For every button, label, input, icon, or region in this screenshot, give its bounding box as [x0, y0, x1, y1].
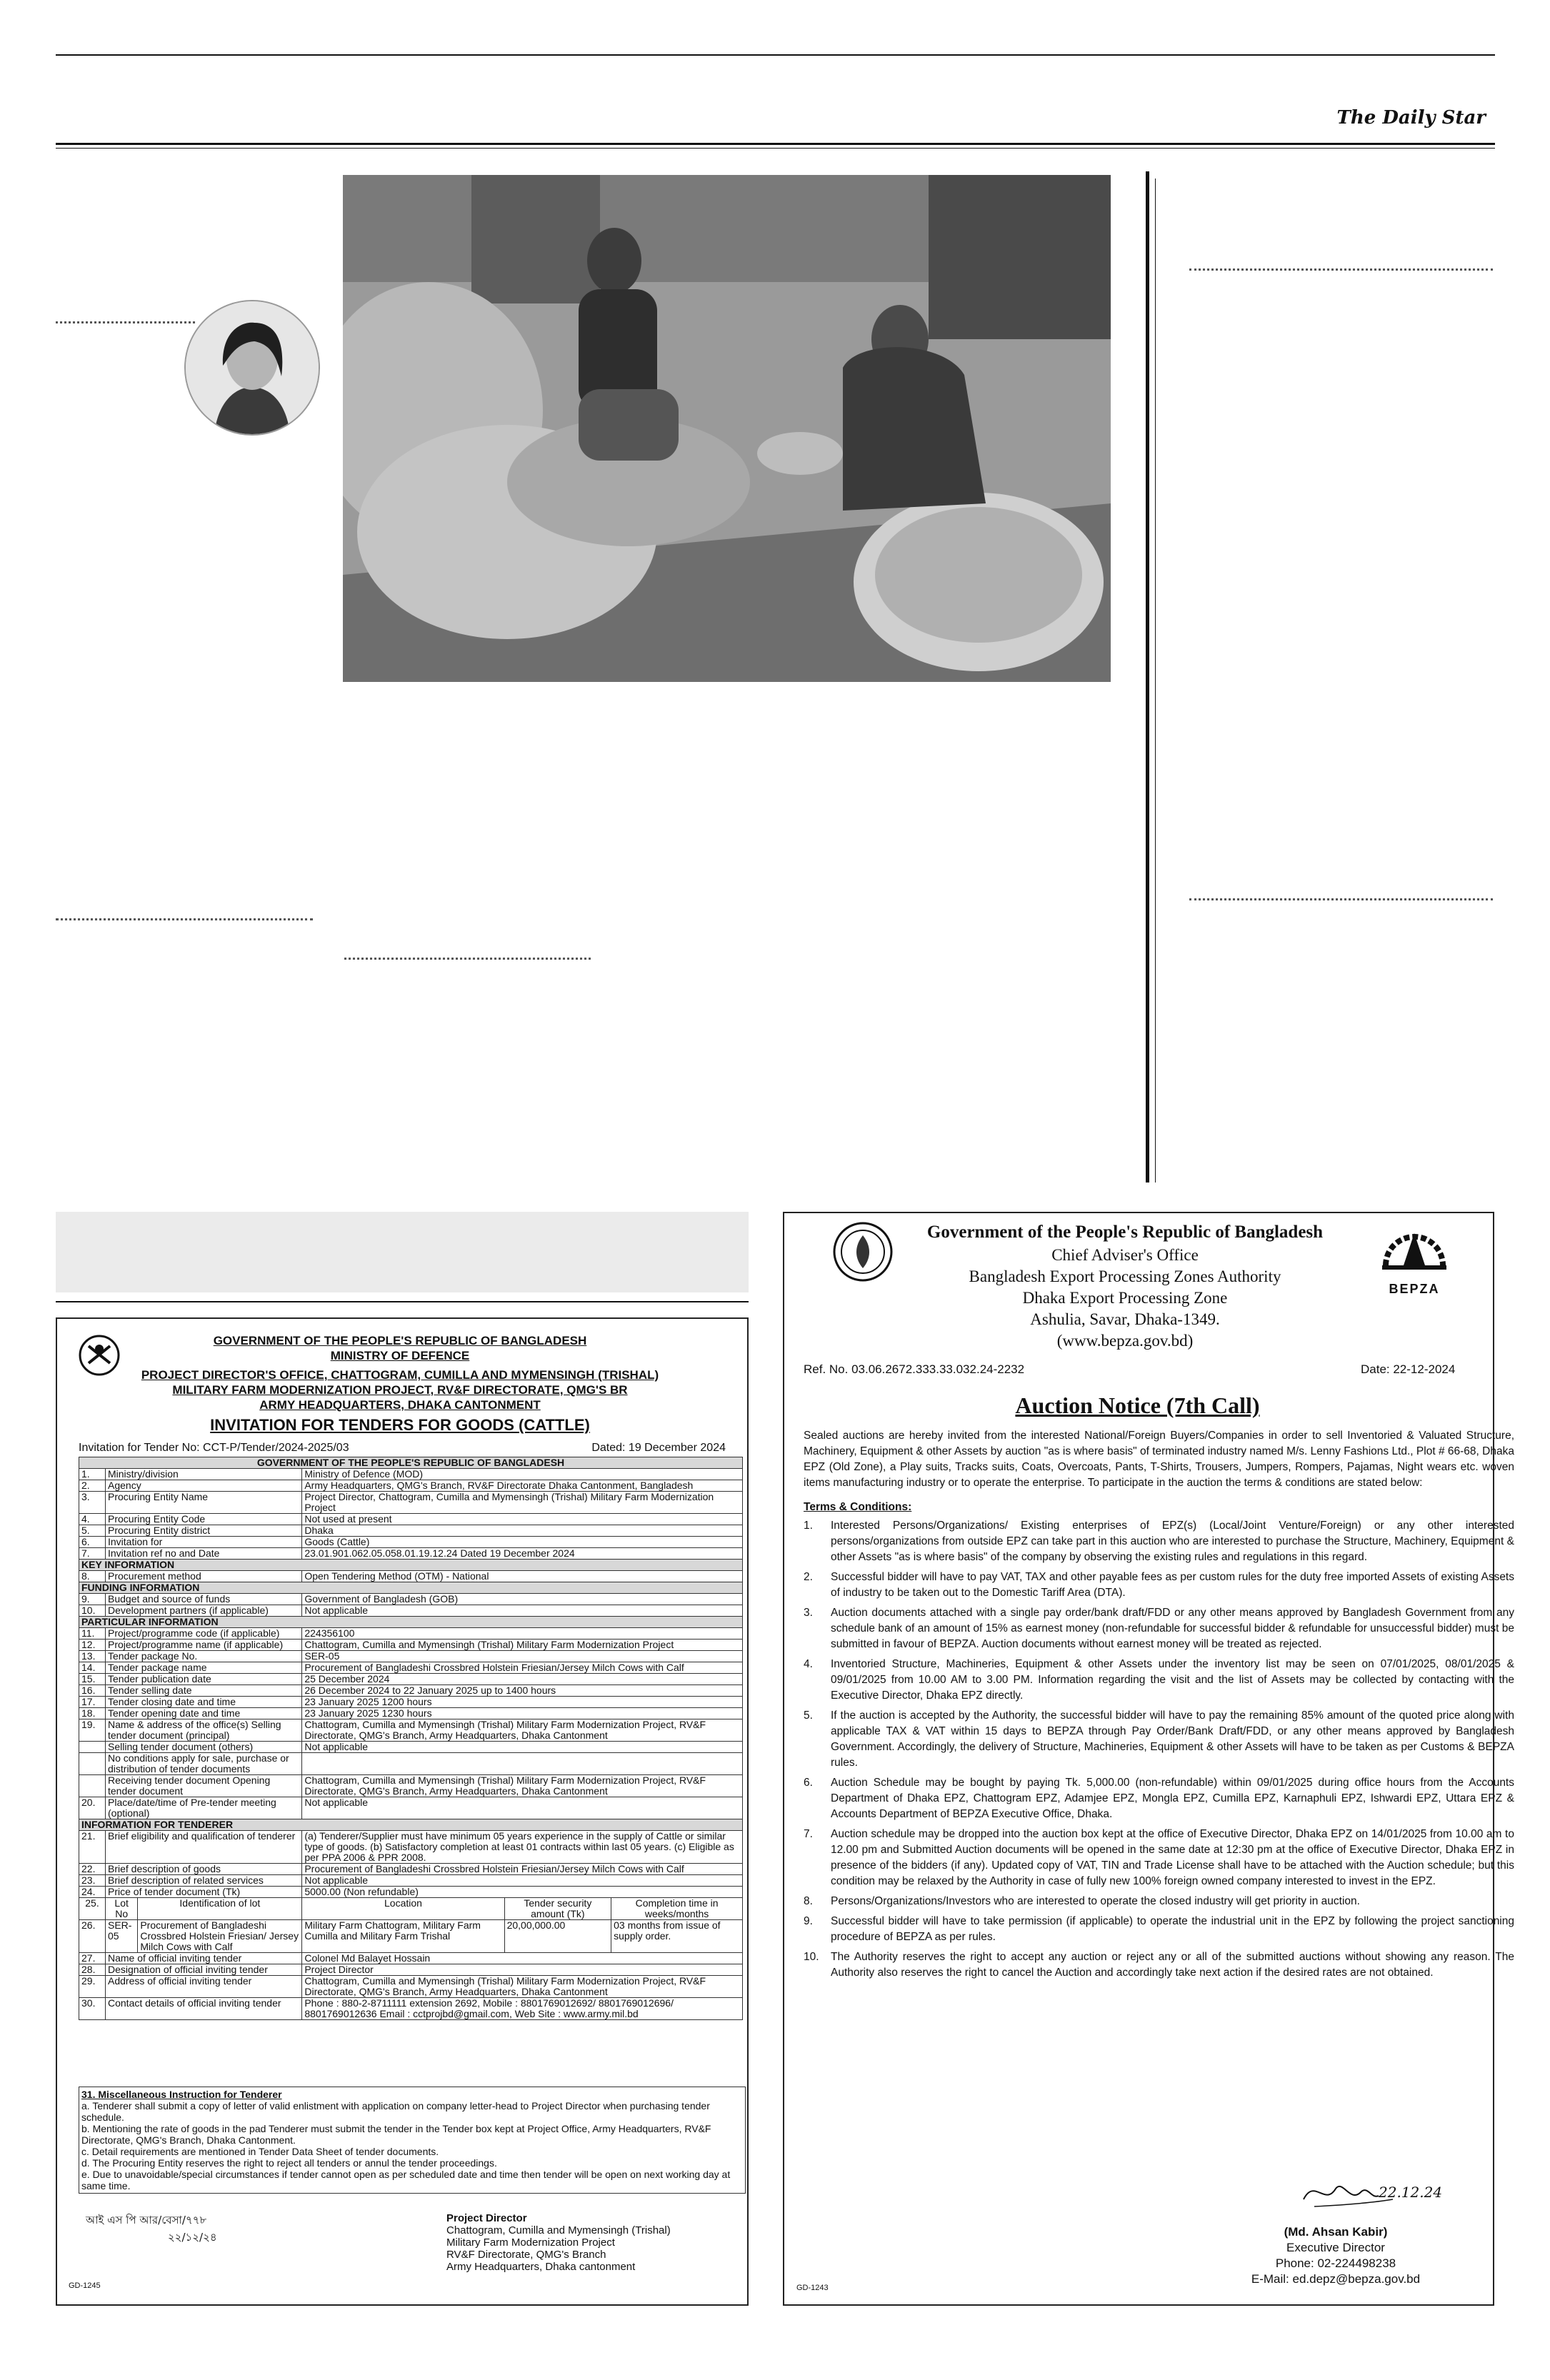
table-cell: 29.	[79, 1976, 106, 1998]
table-cell: Chattogram, Cumilla and Mymensingh (Trishal) Military Farm Modernization Project, RV&F Directorate, QMG's Branch, Army Headquarters, Dhaka Cantonment	[302, 1775, 743, 1797]
table-row	[79, 1775, 743, 1797]
column-separator	[56, 321, 195, 323]
table-cell: Lot No	[106, 1898, 138, 1920]
table-cell: Budget and source of funds	[106, 1594, 302, 1605]
table-row	[79, 1514, 743, 1525]
sign-line: Military Farm Modernization Project	[446, 2236, 615, 2249]
term-item	[804, 1657, 1514, 1704]
term-item	[804, 1605, 1514, 1652]
tender-header-line: GOVERNMENT OF THE PEOPLE'S REPUBLIC OF BANGLADESH	[213, 1334, 587, 1347]
table-cell: 2.	[79, 1480, 106, 1492]
bepza-header-line: Ashulia, Savar, Dhaka-1349.	[1030, 1310, 1220, 1328]
table-cell: Procurement of Bangladeshi Crossbred Holstein Friesian/ Jersey Milch Cows with Calf	[138, 1920, 302, 1953]
table-cell: 12.	[79, 1640, 106, 1651]
top-rule	[56, 54, 1495, 56]
table-row	[79, 1480, 743, 1492]
table-cell: Name of official inviting tender	[106, 1953, 302, 1964]
table-row	[79, 1582, 743, 1594]
table-row	[79, 1953, 743, 1964]
term-item	[804, 1775, 1514, 1822]
table-row	[79, 1697, 743, 1708]
table-cell: 4.	[79, 1514, 106, 1525]
table-cell: 23 January 2025 1230 hours	[302, 1708, 743, 1719]
table-row	[79, 1628, 743, 1640]
table-cell: 18.	[79, 1708, 106, 1719]
table-cell: 23.01.901.062.05.058.01.19.12.24 Dated 19 December 2024	[302, 1548, 743, 1560]
table-cell: 30.	[79, 1998, 106, 2020]
table-cell: 03 months from issue of supply order.	[611, 1920, 743, 1953]
table-row	[79, 1457, 743, 1469]
columnist-avatar	[184, 300, 320, 436]
bepza-header-line: Chief Adviser's Office	[1051, 1246, 1199, 1264]
bangla-ref: আই এস পি আর/বেসা/৭৭৮	[86, 2214, 207, 2226]
term-item	[804, 1518, 1514, 1565]
table-cell: Government of Bangladesh (GOB)	[302, 1594, 743, 1605]
table-row	[79, 1674, 743, 1685]
table-cell: GOVERNMENT OF THE PEOPLE'S REPUBLIC OF BANGLADESH	[79, 1457, 743, 1469]
table-row	[79, 1831, 743, 1864]
table-row	[79, 1617, 743, 1628]
column-separator	[344, 958, 591, 960]
misc-title: 31. Miscellaneous Instruction for Tenderer	[81, 2089, 282, 2100]
table-cell: Not applicable	[302, 1875, 743, 1887]
table-cell: Procuring Entity Name	[106, 1492, 302, 1514]
table-cell: Selling tender document (others)	[106, 1742, 302, 1753]
tender-title: INVITATION FOR TENDERS FOR GOODS (CATTLE)	[210, 1416, 590, 1434]
table-cell: Procurement of Bangladeshi Crossbred Holstein Friesian/Jersey Milch Cows with Calf	[302, 1662, 743, 1674]
table-row	[79, 1875, 743, 1887]
table-cell: Tender opening date and time	[106, 1708, 302, 1719]
term-text: Interested Persons/Organizations/ Existing enterprises of EPZ(s) (Local/Joint Venture/Foreign) or any other interested persons/organizations from outside EPZ can take part in this auction who are interested to purchase the Structure, Machinery, Equipment & other Assets "as is where basis" of the company by observing the existing rules and regulations in this regard.	[831, 1520, 1514, 1563]
table-cell: INFORMATION FOR TENDERER	[79, 1819, 743, 1831]
table-cell: Not used at present	[302, 1514, 743, 1525]
term-number: 2.	[804, 1571, 813, 1583]
sign-line: (Md. Ahsan Kabir)	[1284, 2225, 1388, 2239]
table-cell: 28.	[79, 1964, 106, 1976]
column-rule	[1146, 171, 1149, 1183]
table-cell: Name & address of the office(s) Selling tender document (principal)	[106, 1719, 302, 1742]
table-cell: Procuring Entity Code	[106, 1514, 302, 1525]
table-row	[79, 1469, 743, 1480]
table-cell: Designation of official inviting tender	[106, 1964, 302, 1976]
table-cell: 23.	[79, 1875, 106, 1887]
table-cell: 21.	[79, 1831, 106, 1864]
table-cell: 5000.00 (Non refundable)	[302, 1887, 743, 1898]
table-cell: 20.	[79, 1797, 106, 1819]
bepza-date: Date: 22-12-2024	[1361, 1362, 1456, 1376]
table-cell: KEY INFORMATION	[79, 1560, 743, 1571]
table-cell: Phone : 880-2-8711111 extension 2692, Mobile : 8801769012692/ 8801769012696/ 8801769012636 Email : cctprojbd@gmail.com, Web Site : www.army.mil.bd	[302, 1998, 743, 2020]
table-cell: Project Director, Chattogram, Cumilla and Mymensingh (Trishal) Military Farm Modernization Project	[302, 1492, 743, 1514]
table-cell: 25 December 2024	[302, 1674, 743, 1685]
misc-item: a. Tenderer shall submit a copy of letter of valid enlistment with application on company letter-head to Project Director when purchasing tender schedule.	[81, 2100, 710, 2123]
table-cell: Tender security amount (Tk)	[504, 1898, 611, 1920]
term-text: If the auction is accepted by the Authority, the successful bidder will have to pay the remaining 85% amount of the quoted price along with applicable TAX & VAT within 15 days to BEPZA through Pay Order/Bank Draft/FDD, or any other means approved by Bangladesh Government. Accordingly, the delivery of Structure, Machineries, Equipment & other Assets will have to be taken as per Customs & BEPZA rules.	[831, 1709, 1514, 1769]
term-item	[804, 1827, 1514, 1889]
table-cell: Contact details of official inviting tender	[106, 1998, 302, 2020]
term-text: Auction Schedule may be bought by paying Tk. 5,000.00 (non-refundable) within 09/01/2025 during office hours from the Accounts Department of Dhaka EPZ, Chattogram EPZ, Adamjee EPZ, Mongla EPZ, Cumilla EPZ, Karnaphuli EPZ, Ishwardi EPZ, Uttara EPZ & Accounts Department of BEPZA Executive Office, Dhaka.	[831, 1777, 1514, 1820]
table-cell: 17.	[79, 1697, 106, 1708]
table-row	[79, 1571, 743, 1582]
table-row	[79, 1685, 743, 1697]
tender-header-line: MINISTRY OF DEFENCE	[330, 1349, 470, 1362]
table-cell: 20,00,000.00	[504, 1920, 611, 1953]
bepza-header-line: Bangladesh Export Processing Zones Authority	[969, 1267, 1281, 1285]
table-row	[79, 1548, 743, 1560]
table-row	[79, 1819, 743, 1831]
bepza-header-line: Government of the People's Republic of Bangladesh	[926, 1222, 1324, 1242]
table-row	[79, 1976, 743, 1998]
auction-title: Auction Notice (7th Call)	[1015, 1392, 1260, 1418]
header-rule-thin	[56, 148, 1495, 149]
table-row	[79, 1708, 743, 1719]
sign-line: Phone: 02-224498238	[1275, 2256, 1396, 2270]
blank-ad-space	[56, 1212, 749, 1292]
gd-number: GD-1243	[796, 2284, 829, 2292]
table-cell: 16.	[79, 1685, 106, 1697]
table-cell: Army Headquarters, QMG's Branch, RV&F Directorate Dhaka Cantonment, Bangladesh	[302, 1480, 743, 1492]
term-item	[804, 1914, 1514, 1945]
table-cell: Dhaka	[302, 1525, 743, 1537]
misc-item: b. Mentioning the rate of goods in the pad Tenderer must submit the tender in the Tender box kept at Project Office, Army Headquarters, RV&F Directorate, QMG's Branch, Dhaka Cantonment.	[81, 2123, 711, 2146]
table-cell: Completion time in weeks/months	[611, 1898, 743, 1920]
table-cell: Tender selling date	[106, 1685, 302, 1697]
ad-separator-rule	[56, 1301, 749, 1302]
table-row	[79, 1920, 743, 1953]
table-row	[79, 1964, 743, 1976]
sign-line: E-Mail: ed.depz@bepza.gov.bd	[1251, 2272, 1421, 2286]
term-item	[804, 1949, 1514, 1981]
term-number: 3.	[804, 1607, 813, 1619]
term-number: 7.	[804, 1828, 813, 1840]
table-cell	[79, 1775, 106, 1797]
table-row	[79, 1898, 743, 1920]
table-cell: Brief description of goods	[106, 1864, 302, 1875]
table-cell: Chattogram, Cumilla and Mymensingh (Trishal) Military Farm Modernization Project, RV&F Directorate, QMG's Branch, Army Headquarters, Dhaka Cantonment	[302, 1719, 743, 1742]
table-cell	[302, 1753, 743, 1775]
table-row	[79, 1640, 743, 1651]
table-cell: Not applicable	[302, 1742, 743, 1753]
tender-signature-block	[446, 2212, 671, 2273]
table-cell: Invitation for	[106, 1537, 302, 1548]
table-cell: Receiving tender document Opening tender document	[106, 1775, 302, 1797]
table-row	[79, 1537, 743, 1548]
table-cell: Chattogram, Cumilla and Mymensingh (Trishal) Military Farm Modernization Project	[302, 1640, 743, 1651]
column-separator	[1189, 898, 1493, 900]
invitation-number: Invitation for Tender No: CCT-P/Tender/2024-2025/03	[79, 1442, 349, 1454]
table-cell: 9.	[79, 1594, 106, 1605]
table-cell: 7.	[79, 1548, 106, 1560]
table-row	[79, 1998, 743, 2020]
table-cell: 23 January 2025 1200 hours	[302, 1697, 743, 1708]
table-cell: PARTICULAR INFORMATION	[79, 1617, 743, 1628]
table-cell: 26.	[79, 1920, 106, 1953]
table-cell: 15.	[79, 1674, 106, 1685]
table-row	[79, 1662, 743, 1674]
table-row	[79, 1797, 743, 1819]
table-cell: Address of official inviting tender	[106, 1976, 302, 1998]
table-row	[79, 1864, 743, 1875]
term-text: The Authority reserves the right to accept any auction or reject any or all of the submitted auctions without showing any reason. The Authority also reserves the right to cancel the Auction and accordingly take next action if the desired rates are not obtained.	[831, 1951, 1514, 1979]
term-text: Persons/Organizations/Investors who are interested to operate the closed industry will get priority in auction.	[831, 1895, 1360, 1907]
army-crest-icon	[79, 1335, 120, 1376]
table-row	[79, 1651, 743, 1662]
table-cell: Identification of lot	[138, 1898, 302, 1920]
bepza-ref: Ref. No. 03.06.2672.333.33.032.24-2232	[804, 1362, 1025, 1376]
table-cell: Ministry of Defence (MOD)	[302, 1469, 743, 1480]
table-cell: Project/programme name (if applicable)	[106, 1640, 302, 1651]
table-cell: 19.	[79, 1719, 106, 1742]
table-cell: SER-05	[106, 1920, 138, 1953]
sign-line: Army Headquarters, Dhaka cantonment	[446, 2261, 636, 2273]
term-number: 5.	[804, 1709, 813, 1722]
table-cell: 5.	[79, 1525, 106, 1537]
table-cell: 24.	[79, 1887, 106, 1898]
table-cell: Procurement method	[106, 1571, 302, 1582]
table-row	[79, 1525, 743, 1537]
intro-text: Sealed auctions are hereby invited from the interested National/Foreign Buyers/Companies in order to sell Inventoried & Valuated Structure, Machinery, Equipment & other Assets by auction "as is where basis" of terminated industry named M/s. Lenny Fashions Ltd., Plot # 66-68, Dhaka EPZ (Old Zone), a Play suits, Tracks suits, Coats, Overcoats, Pants, T-Shirts, Trousers, Jumpers, Rompers, Pajamas, Night wears etc. woven items manufacturing industry or to operate the enterprise. To participate in the auction the terms & conditions are stated below:	[804, 1430, 1514, 1489]
term-item	[804, 1708, 1514, 1771]
table-cell	[79, 1753, 106, 1775]
gd-number: GD-1245	[69, 2281, 101, 2290]
table-cell: 25.	[79, 1898, 106, 1920]
term-text: Auction documents attached with a single pay order/bank draft/FDD or any other means approved by Bangladesh Government from any schedule bank of an amount of 15% as earnest money (non-refundable for successful bidder & refundable for unsuccessful bidder) must be submitted in favour of BEPZA. Auction documents without earnest money will be treated as rejected.	[831, 1607, 1514, 1650]
bepza-header-line: Dhaka Export Processing Zone	[1022, 1289, 1228, 1307]
news-photo	[343, 175, 1111, 682]
table-cell: Military Farm Chattogram, Military Farm Cumilla and Military Farm Trishal	[302, 1920, 504, 1953]
table-cell: Not applicable	[302, 1797, 743, 1819]
table-cell: 6.	[79, 1537, 106, 1548]
table-cell: 1.	[79, 1469, 106, 1480]
table-cell	[79, 1742, 106, 1753]
term-number: 9.	[804, 1915, 813, 1927]
table-row	[79, 1594, 743, 1605]
terms-title: Terms & Conditions:	[804, 1501, 912, 1513]
auction-intro	[804, 1428, 1514, 1985]
table-cell: 13.	[79, 1651, 106, 1662]
table-cell: Goods (Cattle)	[302, 1537, 743, 1548]
table-cell: Place/date/time of Pre-tender meeting (optional)	[106, 1797, 302, 1819]
table-row	[79, 1492, 743, 1514]
term-number: 6.	[804, 1777, 813, 1789]
table-cell: Tender closing date and time	[106, 1697, 302, 1708]
table-cell: Agency	[106, 1480, 302, 1492]
table-cell: Project/programme code (if applicable)	[106, 1628, 302, 1640]
sign-line: Executive Director	[1286, 2241, 1385, 2254]
table-cell: 224356100	[302, 1628, 743, 1640]
misc-item: c. Detail requirements are mentioned in Tender Data Sheet of tender documents.	[81, 2146, 439, 2157]
table-cell: 22.	[79, 1864, 106, 1875]
masthead-logo: The Daily Star	[1336, 107, 1486, 129]
sign-line: Chattogram, Cumilla and Mymensingh (Trishal)	[446, 2224, 671, 2236]
table-row	[79, 1605, 743, 1617]
table-cell: 27.	[79, 1953, 106, 1964]
table-cell: 8.	[79, 1571, 106, 1582]
table-cell: Brief description of related services	[106, 1875, 302, 1887]
table-cell: Not applicable	[302, 1605, 743, 1617]
term-text: Auction schedule may be dropped into the auction box kept at the office of Executive Director, Dhaka EPZ on 14/01/2025 from 10.00 am to 12.00 pm and Submitted Auction documents will be opened in the same date at 12:30 pm at the office of Executive Director, Dhaka EPZ in presence of the bidders (if any). Updated copy of VAT, TIN and Trade License shall have to be attached with the Auction schedule; but this condition may be relaxed by the Authority in case of fully new 100% foreign owned company interested to invest in the EPZ.	[831, 1828, 1514, 1887]
term-number: 4.	[804, 1658, 813, 1670]
sign-line: RV&F Directorate, QMG's Branch	[446, 2249, 606, 2261]
table-cell: Tender package name	[106, 1662, 302, 1674]
term-text: Successful bidder will have to take permission (if applicable) to operate the industrial unit in the EPZ by following the project sanctioning procedure of BEPZA as per rules.	[831, 1915, 1514, 1943]
table-cell: Price of tender document (Tk)	[106, 1887, 302, 1898]
table-cell: No conditions apply for sale, purchase or distribution of tender documents	[106, 1753, 302, 1775]
term-number: 10.	[804, 1951, 819, 1963]
table-cell: Location	[302, 1898, 504, 1920]
sign-line: Project Director	[446, 2212, 527, 2224]
misc-item: d. The Procuring Entity reserves the right to reject all tenders or annul the tender proceedings.	[81, 2157, 497, 2169]
tender-table	[79, 1457, 743, 2020]
table-cell: 10.	[79, 1605, 106, 1617]
table-cell: Tender package No.	[106, 1651, 302, 1662]
term-number: 1.	[804, 1520, 813, 1532]
table-cell: Brief eligibility and qualification of tenderer	[106, 1831, 302, 1864]
table-cell: SER-05	[302, 1651, 743, 1662]
bepza-header-line: (www.bepza.gov.bd)	[1056, 1332, 1194, 1350]
signature-date: 22.12.24	[1379, 2184, 1443, 2201]
tender-header-line: MILITARY FARM MODERNIZATION PROJECT, RV&F DIRECTORATE, QMG'S BR	[172, 1383, 628, 1397]
table-cell: 14.	[79, 1662, 106, 1674]
table-row	[79, 1719, 743, 1742]
table-row	[79, 1887, 743, 1898]
term-text: Successful bidder will have to pay VAT, TAX and other payable fees as per custom rules for the duty free imported Assets of existing Assets of industry to be taken out to the Domestic Tariff Area (DTA).	[831, 1571, 1514, 1599]
misc-instructions	[79, 2087, 746, 2194]
table-cell: Procurement of Bangladeshi Crossbred Holstein Friesian/Jersey Milch Cows with Calf	[302, 1864, 743, 1875]
term-number: 8.	[804, 1895, 813, 1907]
table-cell: Tender publication date	[106, 1674, 302, 1685]
table-cell: Invitation ref no and Date	[106, 1548, 302, 1560]
table-cell: Chattogram, Cumilla and Mymensingh (Trishal) Military Farm Modernization Project, RV&F Directorate, QMG's Branch, Army Headquarters, Dhaka Cantonment	[302, 1976, 743, 1998]
table-cell: Procuring Entity district	[106, 1525, 302, 1537]
table-cell: 26 December 2024 to 22 January 2025 up to 1400 hours	[302, 1685, 743, 1697]
table-cell: Colonel Md Balayet Hossain	[302, 1953, 743, 1964]
term-item	[804, 1570, 1514, 1601]
table-row	[79, 1753, 743, 1775]
tender-header-line: ARMY HEADQUARTERS, DHAKA CANTONMENT	[259, 1398, 541, 1412]
header-rule	[56, 143, 1495, 145]
table-row	[79, 1742, 743, 1753]
table-cell: 11.	[79, 1628, 106, 1640]
table-row	[79, 1560, 743, 1571]
column-separator	[56, 918, 313, 920]
column-rule-thin	[1155, 179, 1156, 1183]
misc-item: e. Due to unavoidable/special circumstances if tender cannot open as per scheduled date and time then tender will be open on next working day at same time.	[81, 2169, 731, 2191]
term-text: Inventoried Structure, Machineries, Equipment & other Assets under the inventory list may be seen on 07/01/2025, 08/01/2025 & 09/01/2025 from 10.00 AM to 3.00 PM. Information regarding the visit and the list of Assets may be collected by contacting with the Executive Director, Dhaka EPZ directly.	[831, 1658, 1514, 1702]
table-cell: Ministry/division	[106, 1469, 302, 1480]
table-cell: 3.	[79, 1492, 106, 1514]
table-cell: Development partners (if applicable)	[106, 1605, 302, 1617]
tender-date: Dated: 19 December 2024	[591, 1442, 726, 1454]
bepza-signature-block	[1214, 2224, 1457, 2287]
bepza-logo-text: BEPZA	[1389, 1282, 1440, 1296]
tender-header-line: PROJECT DIRECTOR'S OFFICE, CHATTOGRAM, CUMILLA AND MYMENSINGH (TRISHAL)	[141, 1368, 659, 1382]
table-cell: FUNDING INFORMATION	[79, 1582, 743, 1594]
table-cell: Open Tendering Method (OTM) - National	[302, 1571, 743, 1582]
column-separator	[1189, 268, 1493, 271]
table-cell: Project Director	[302, 1964, 743, 1976]
bangla-date: ২২/১২/২৪	[168, 2231, 217, 2244]
table-cell: (a) Tenderer/Supplier must have minimum 05 years experience in the supply of Cattle or similar type of goods. (b) Satisfactory completion at least 01 contracts within last 05 years. (c) Eligible as per PPA 2006 & PPR 2008.	[302, 1831, 743, 1864]
term-item	[804, 1894, 1514, 1909]
